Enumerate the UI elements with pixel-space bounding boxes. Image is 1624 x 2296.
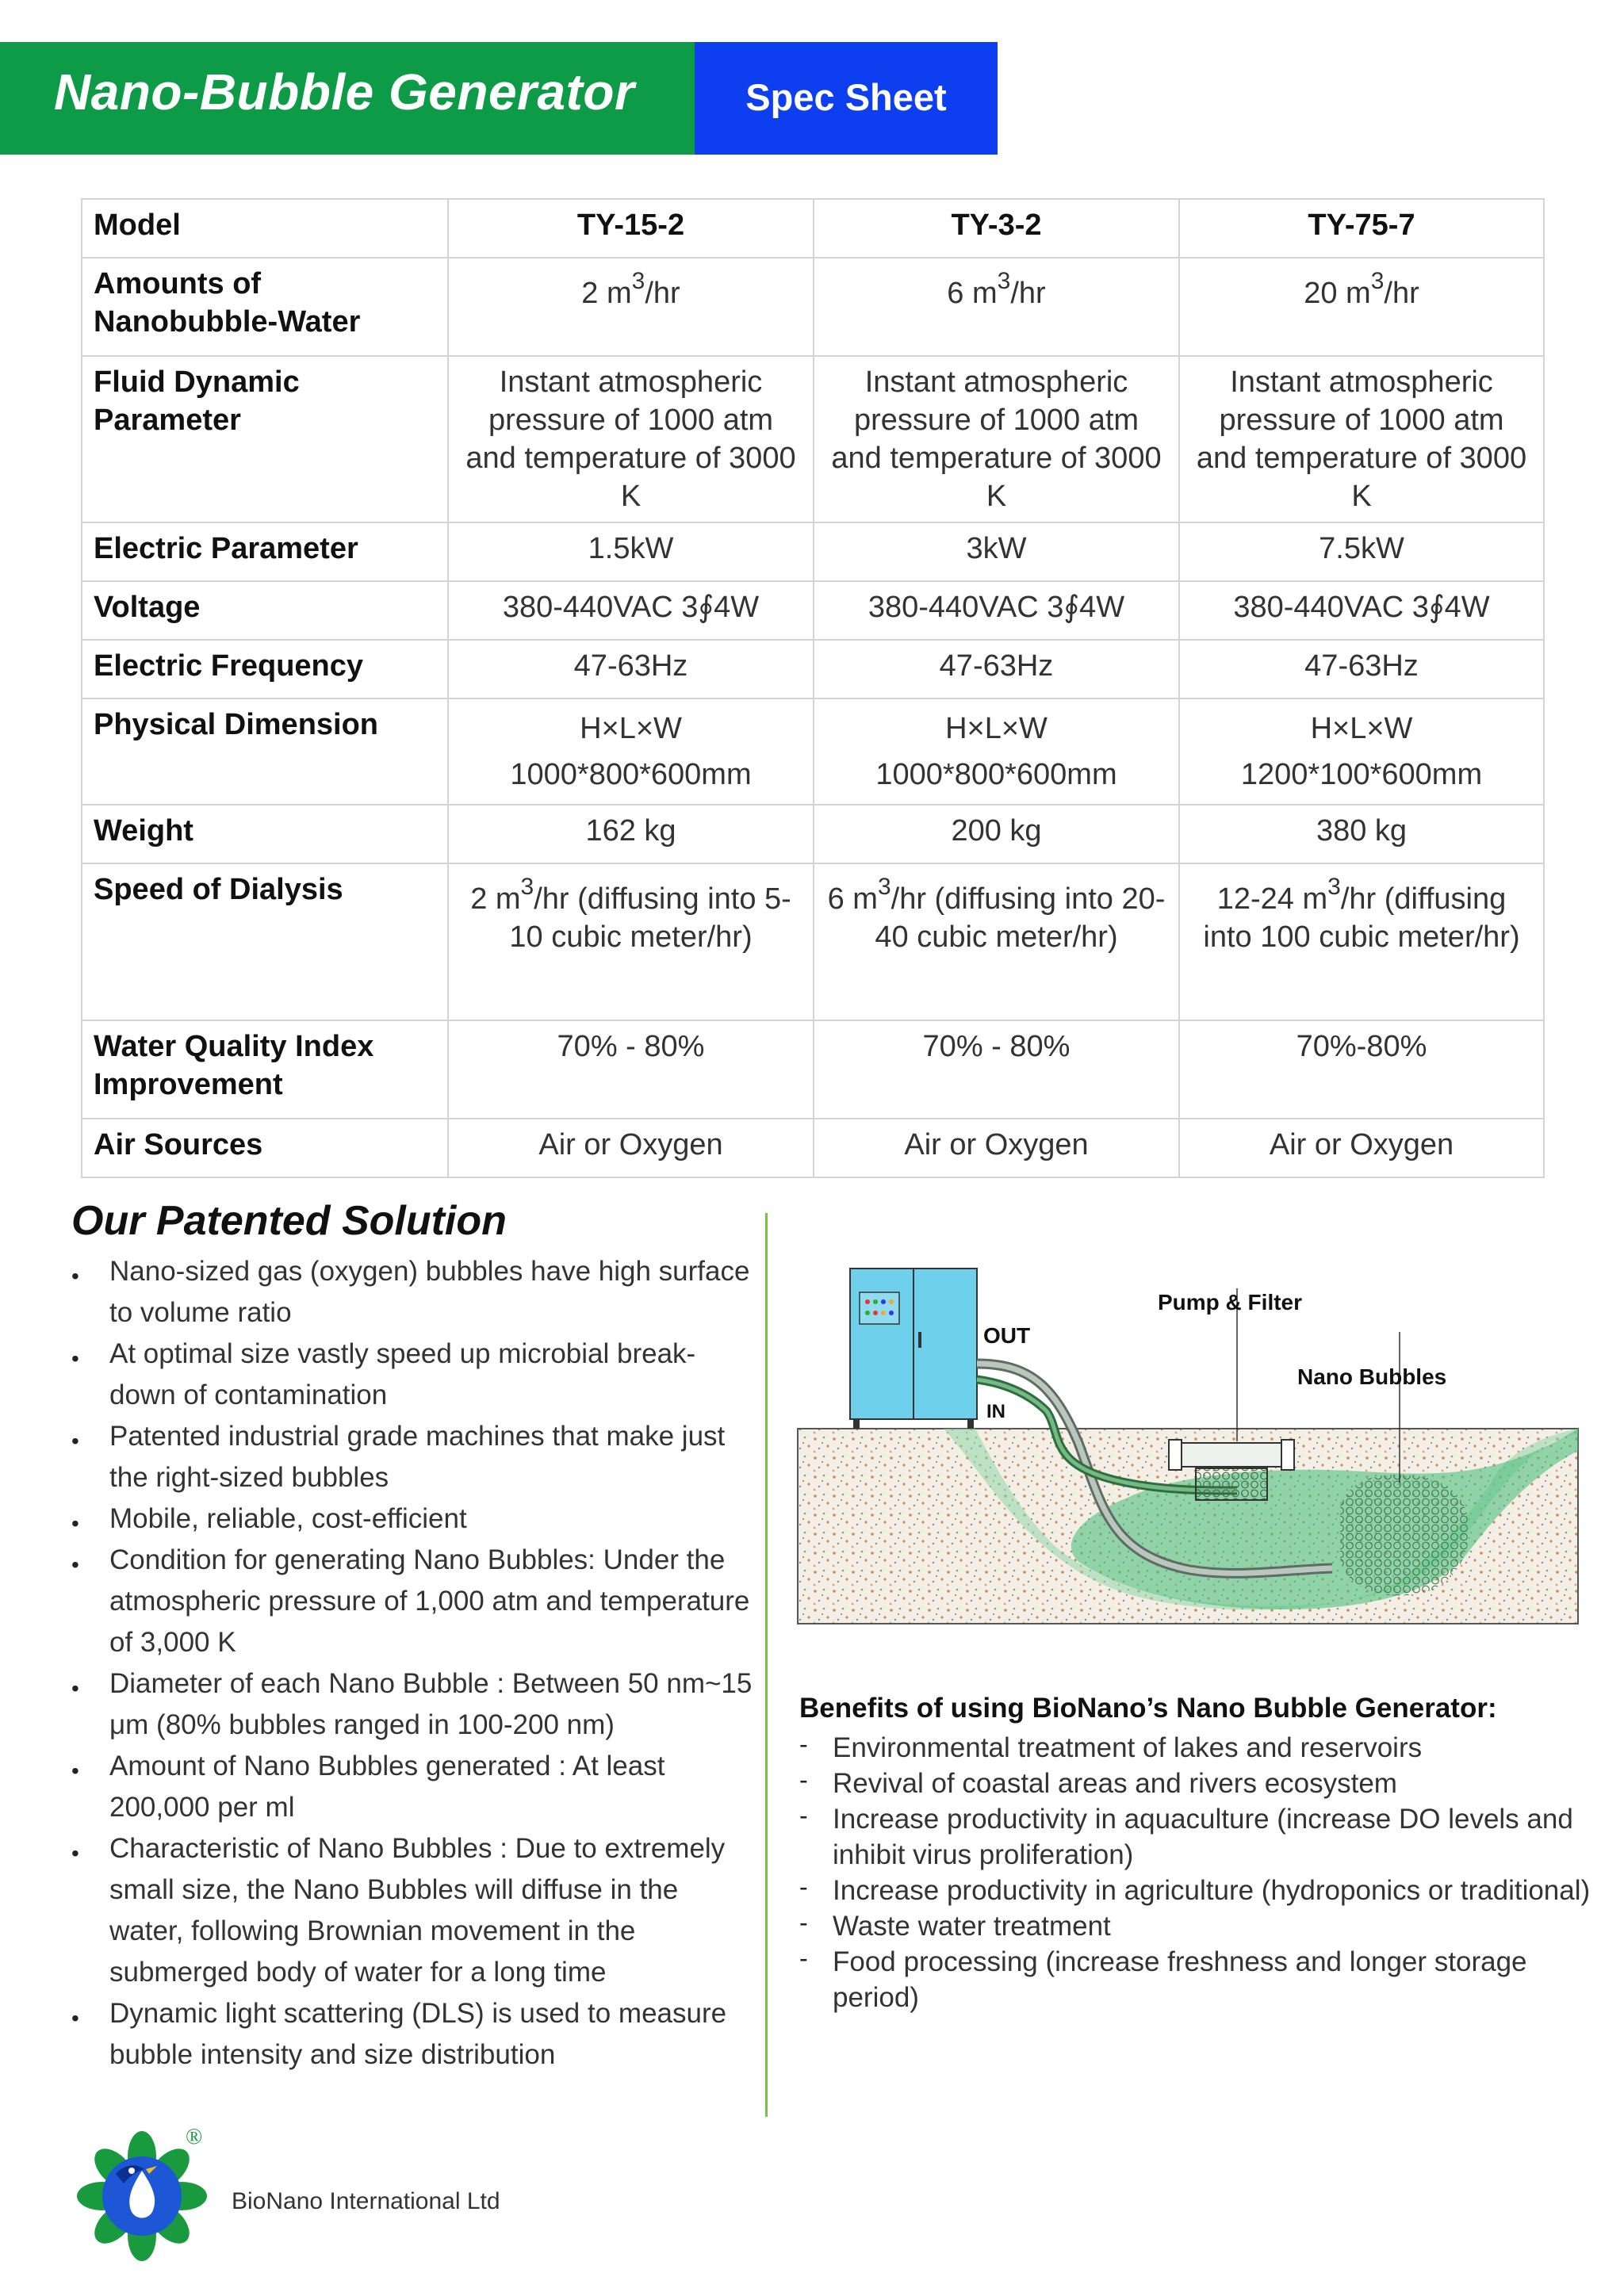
column-divider: [765, 1213, 768, 2117]
table-cell: 47-63Hz: [814, 640, 1179, 698]
diagram-label-bubbles: Nano Bubbles: [1297, 1364, 1447, 1389]
solution-list: [71, 1251, 753, 2076]
solution-title: Our Patented Solution: [71, 1198, 507, 1244]
table-row: [82, 698, 1544, 805]
header-cell-model: Model: [82, 199, 448, 258]
table-cell: 380-440VAC 3∮4W: [1179, 581, 1544, 640]
row-label: Electric Frequency: [82, 640, 448, 698]
table-cell: H×L×W 1000*800*600mm: [814, 698, 1179, 805]
list-item: • At optimal size vastly speed up microbial break-down of contamination: [71, 1334, 753, 1416]
table-cell: Air or Oxygen: [1179, 1119, 1544, 1177]
page-subtitle: Spec Sheet: [745, 76, 947, 118]
table-cell: 70%-80%: [1179, 1020, 1544, 1119]
benefits-title: Benefits of using BioNano’s Nano Bubble Generator:: [799, 1693, 1497, 1724]
table-cell: 380-440VAC 3∮4W: [448, 581, 814, 640]
table-row: [82, 863, 1544, 1020]
table-cell: 7.5kW: [1179, 522, 1544, 581]
table-cell: 6 $m^3/hr$: [814, 258, 1179, 356]
model-name: TY-15-2: [448, 199, 814, 258]
table-header-row: [82, 199, 1544, 258]
table-cell: Instant atmospheric pressure of 1000 atm and temperature of 3000 K: [448, 356, 814, 522]
table-row: [82, 356, 1544, 522]
list-item: - Increase productivity in agriculture (hydroponics or traditional): [799, 1873, 1600, 1908]
registered-mark: ®: [186, 2125, 203, 2149]
row-label: Speed of Dialysis: [82, 863, 448, 1020]
benefits-list: [799, 1730, 1600, 2015]
row-label: Water Quality Index Improvement: [82, 1020, 448, 1119]
table-cell: H×L×W 1000*800*600mm: [448, 698, 814, 805]
row-label: Voltage: [82, 581, 448, 640]
list-item: - Revival of coastal areas and rivers ecosystem: [799, 1766, 1600, 1801]
table-cell: 47-63Hz: [448, 640, 814, 698]
table-cell: 20 $m^3/hr$: [1179, 258, 1544, 356]
list-item: - Increase productivity in aquaculture (increase DO levels and inhibit virus proliferation): [799, 1801, 1600, 1873]
table-cell: Air or Oxygen: [448, 1119, 814, 1177]
list-item: • Diameter of each Nano Bubble : Between 50 nm~15 μm (80% bubbles ranged in 100-200 nm): [71, 1663, 753, 1746]
table-cell: 380-440VAC 3∮4W: [814, 581, 1179, 640]
company-logo: [67, 2125, 217, 2267]
table-cell: H×L×W 1200*100*600mm: [1179, 698, 1544, 805]
list-item: - Environmental treatment of lakes and reservoirs: [799, 1730, 1600, 1766]
table-cell: 200 kg: [814, 805, 1179, 863]
table-cell: 6 $m^3/hr$ (diffusing into 20-40 cubic meter/hr): [814, 863, 1179, 1020]
list-item: • Characteristic of Nano Bubbles : Due to extremely small size, the Nano Bubbles will diffuse in the water, following Brownian movement in the submerged body of water for a long time: [71, 1828, 753, 1993]
page-title: Nano-Bubble Generator: [54, 63, 635, 121]
row-label: Electric Parameter: [82, 522, 448, 581]
table-row: [82, 258, 1544, 356]
list-item: • Amount of Nano Bubbles generated : At least 200,000 per ml: [71, 1746, 753, 1828]
list-item: • Patented industrial grade machines that make just the right-sized bubbles: [71, 1416, 753, 1498]
company-name: BioNano International Ltd: [232, 2188, 500, 2214]
table-cell: 1.5kW: [448, 522, 814, 581]
table-row: [82, 581, 1544, 640]
table-cell: 3kW: [814, 522, 1179, 581]
table-cell: Instant atmospheric pressure of 1000 atm and temperature of 3000 K: [1179, 356, 1544, 522]
table-cell: 2 $m^3/hr$: [448, 258, 814, 356]
row-label: Fluid Dynamic Parameter: [82, 356, 448, 522]
table-row: [82, 640, 1544, 698]
list-item: • Dynamic light scattering (DLS) is used to measure bubble intensity and size distribution: [71, 1993, 753, 2076]
header-subtitle-banner: [695, 42, 998, 155]
table-row: [82, 1119, 1544, 1177]
table-cell: 70% - 80%: [814, 1020, 1179, 1119]
spec-table: [81, 198, 1545, 1178]
table-row: [82, 522, 1544, 581]
table-cell: 2 $m^3/hr$ (diffusing into 5-10 cubic meter/hr): [448, 863, 814, 1020]
model-name: TY-75-7: [1179, 199, 1544, 258]
table-cell: 12-24 $m^3/hr$ (diffusing into 100 cubic meter/hr): [1179, 863, 1544, 1020]
list-item: - Food processing (increase freshness and longer storage period): [799, 1944, 1600, 2015]
list-item: - Waste water treatment: [799, 1908, 1600, 1944]
row-label: Air Sources: [82, 1119, 448, 1177]
list-item: • Nano-sized gas (oxygen) bubbles have high surface to volume ratio: [71, 1251, 753, 1334]
table-row: [82, 805, 1544, 863]
row-label: Weight: [82, 805, 448, 863]
row-label: Amounts of Nanobubble-Water: [82, 258, 448, 356]
list-item: • Condition for generating Nano Bubbles: Under the atmospheric pressure of 1,000 atm and temperature of 3,000 K: [71, 1540, 753, 1663]
row-label: Physical Dimension: [82, 698, 448, 805]
model-name: TY-3-2: [814, 199, 1179, 258]
header-title-banner: [0, 42, 695, 155]
table-cell: 70% - 80%: [448, 1020, 814, 1119]
list-item: • Mobile, reliable, cost-efficient: [71, 1498, 753, 1540]
nano-bubble-diagram: [793, 1245, 1586, 1633]
table-cell: 380 kg: [1179, 805, 1544, 863]
table-row: [82, 1020, 1544, 1119]
table-cell: 47-63Hz: [1179, 640, 1544, 698]
diagram-label-pump: Pump & Filter: [1158, 1290, 1303, 1314]
diagram-label-out: OUT: [983, 1323, 1031, 1348]
table-cell: Air or Oxygen: [814, 1119, 1179, 1177]
table-cell: Instant atmospheric pressure of 1000 atm and temperature of 3000 K: [814, 356, 1179, 522]
diagram-label-in: IN: [986, 1401, 1005, 1422]
table-cell: 162 kg: [448, 805, 814, 863]
